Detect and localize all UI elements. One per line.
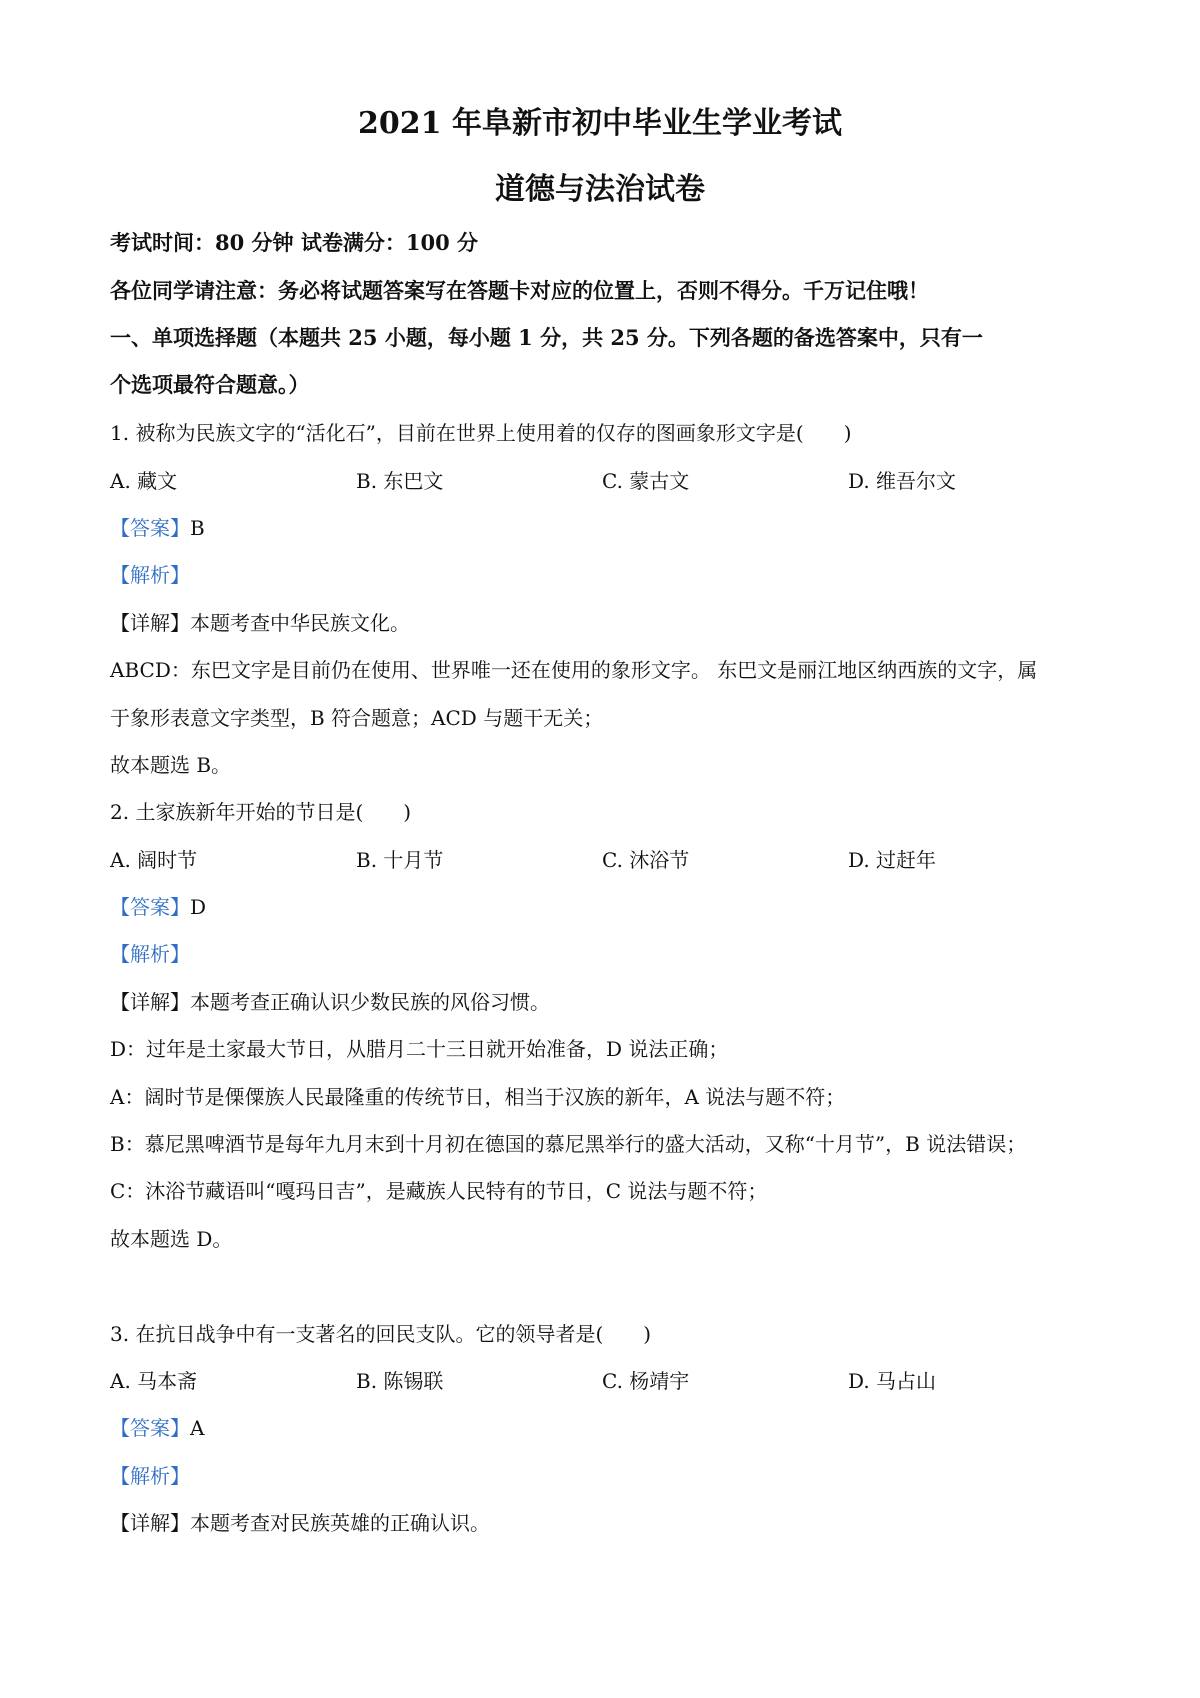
detail-line: 于象形表意文字类型，B 符合题意；ACD 与题干无关； [110,706,604,730]
answer-row [110,513,1100,543]
section-heading: 一、单项选择题（本题共 25 小题，每小题 1 分，共 25 分。下列各题的备选答案中，只有一 [110,325,983,350]
detail-line: 【详解】本题考查正确认识少数民族的风俗习惯。 [110,990,550,1014]
detail-line: A：阔时节是傈僳族人民最隆重的传统节日，相当于汉族的新年，A 说法与题不符； [110,1085,846,1109]
option-a: A. 马本斋 [110,1369,198,1393]
exam-info: 考试时间：80 分钟 试卷满分：100 分 [110,230,478,255]
detail-line: 【详解】本题考查对民族英雄的正确认识。 [110,1511,490,1535]
answer-row [110,892,1100,922]
option-d: D. 过赶年 [848,848,937,872]
question-stem: 3. 在抗日战争中有一支著名的回民支队。它的领导者是( ) [110,1322,652,1346]
detail-line: 故本题选 B。 [110,753,232,777]
detail-line: 故本题选 D。 [110,1227,233,1251]
page-subtitle: 道德与法治试卷 [495,172,705,207]
answer-value: D [190,895,207,919]
option-b: B. 陈锡联 [356,1369,444,1393]
option-b: B. 十月节 [356,848,444,872]
analysis-label: 【解析】 [110,563,190,587]
question-stem: 1. 被称为民族文字的“活化石”，目前在世界上使用着的仅存的图画象形文字是( ) [110,421,852,445]
answer-label: 【答案】 [110,895,190,919]
page-title: 2021 年阜新市初中毕业生学业考试 [358,106,842,141]
option-d: D. 维吾尔文 [848,469,957,493]
detail-line: B：慕尼黑啤酒节是每年九月末到十月初在德国的慕尼黑举行的盛大活动，又称“十月节”，B 说法错误； [110,1132,1027,1156]
question-stem: 2. 土家族新年开始的节日是( ) [110,800,412,824]
exam-notice: 各位同学请注意：务必将试题答案写在答题卡对应的位置上，否则不得分。千万记住哦！ [110,278,929,303]
answer-row [110,1413,1100,1443]
detail-line: C：沐浴节藏语叫“嘎玛日吉”，是藏族人民特有的节日，C 说法与题不符； [110,1179,768,1203]
option-c: C. 杨靖宇 [602,1369,690,1393]
detail-line: 【详解】本题考查中华民族文化。 [110,611,410,635]
answer-label: 【答案】 [110,1416,190,1440]
analysis-label: 【解析】 [110,1464,190,1488]
option-c: C. 蒙古文 [602,469,690,493]
option-a: A. 阔时节 [110,848,198,872]
section-heading-cont: 个选项最符合题意。） [110,372,310,397]
option-d: D. 马占山 [848,1369,937,1393]
answer-value: B [190,516,205,540]
detail-line: D：过年是土家最大节日，从腊月二十三日就开始准备，D 说法正确； [110,1037,729,1061]
detail-line: ABCD：东巴文字是目前仍在使用、世界唯一还在使用的象形文字。 东巴文是丽江地区纳西族的文字，属 [110,658,1038,682]
option-c: C. 沐浴节 [602,848,690,872]
option-b: B. 东巴文 [356,469,444,493]
answer-label: 【答案】 [110,516,190,540]
answer-value: A [190,1416,205,1440]
option-a: A. 藏文 [110,469,178,493]
analysis-label: 【解析】 [110,942,190,966]
